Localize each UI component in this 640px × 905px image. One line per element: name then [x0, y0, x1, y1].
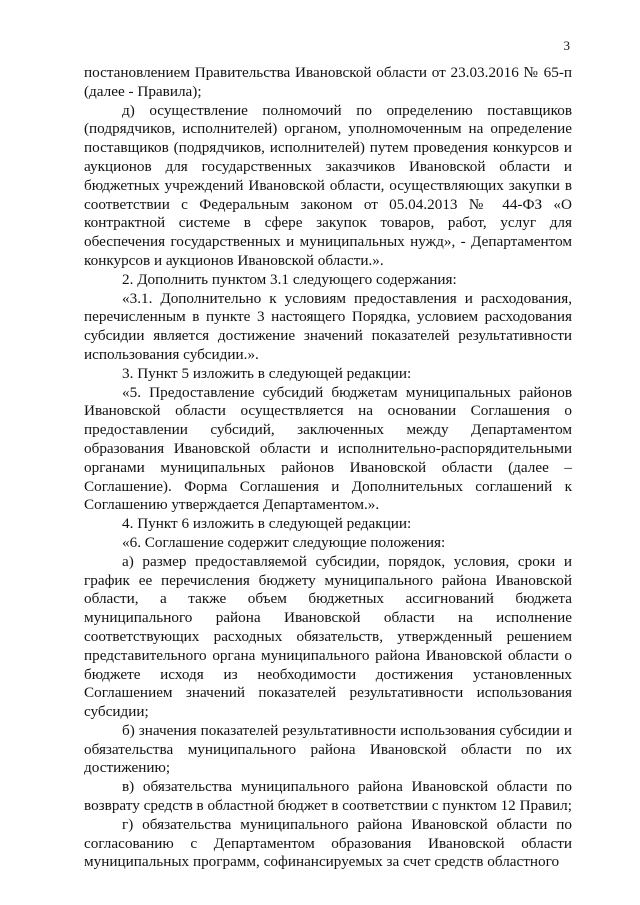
paragraph: 3. Пункт 5 изложить в следующей редакции: — [122, 364, 412, 382]
paragraph: «6. Соглашение содержит следующие положения: — [122, 533, 446, 551]
paragraph: в) обязательства муниципального района Ивановской области по возврату средств в областной бюджет в соответствии с пунктом 12 Правил; — [84, 778, 572, 815]
paragraph: а) размер предоставляемой субсидии, порядок, условия, сроки и график ее перечисления бюджету муниципального района Ивановской области, а также объем бюджетных ассигнований бюджета муниципального района Ивановской области на исполнение соответствующих расходных обязательств, утвержденный решением представительного органа муниципального района Ивановской области о бюджете исходя из необходимости достижения установленных Соглашением значений показателей результативности использования субсидии; — [84, 552, 572, 721]
paragraph: «5. Предоставление субсидий бюджетам муниципальных районов Ивановской области осуществляется на основании Соглашения о предоставлении субсидий, заключенных между Департаментом образования Ивановской области и исполнительно-распорядительными органами муниципальных районов Ивановской области (далее – Соглашение). Форма Соглашения и Дополнительных соглашений к Соглашению утверждается Департаментом.». — [84, 383, 572, 514]
paragraph: д) осуществление полномочий по определению поставщиков (подрядчиков, исполнителей) органом, уполномоченным на определение поставщиков (подрядчиков, исполнителей) путем проведения конкурсов и аукционов для государственных заказчиков Ивановской области и бюджетных учреждений Ивановской области, осуществляющих закупки в соответствии с Федеральным законом от 05.04.2013 № 44-ФЗ «О контрактной системе в сфере закупок товаров, работ, услуг для обеспечения государственных и муниципальных нужд», - Департаментом конкурсов и аукционов Ивановской области.». — [84, 101, 572, 269]
paragraph: «3.1. Дополнительно к условиям предоставления и расходования, перечисленным в пункте 3 настоящего Порядка, условием расходования субсидии является достижение значений показателей результативности использования субсидии.». — [84, 289, 572, 363]
paragraph: б) значения показателей результативности использования субсидии и обязательства муниципального района Ивановской области по их достижению; — [84, 721, 572, 777]
paragraph: постановлением Правительства Ивановской области от 23.03.2016 № 65-п (далее - Правила); — [84, 64, 572, 100]
paragraph: г) обязательства муниципального района Ивановской области по согласованию с Департаментом образования Ивановской области муниципальных программ, софинансируемых за счет средств областного — [84, 815, 572, 871]
paragraph: 4. Пункт 6 изложить в следующей редакции: — [122, 515, 412, 533]
page-number: 3 — [563, 38, 570, 53]
paragraph: 2. Дополнить пунктом 3.1 следующего содержания: — [122, 270, 457, 288]
document-body — [84, 64, 572, 872]
